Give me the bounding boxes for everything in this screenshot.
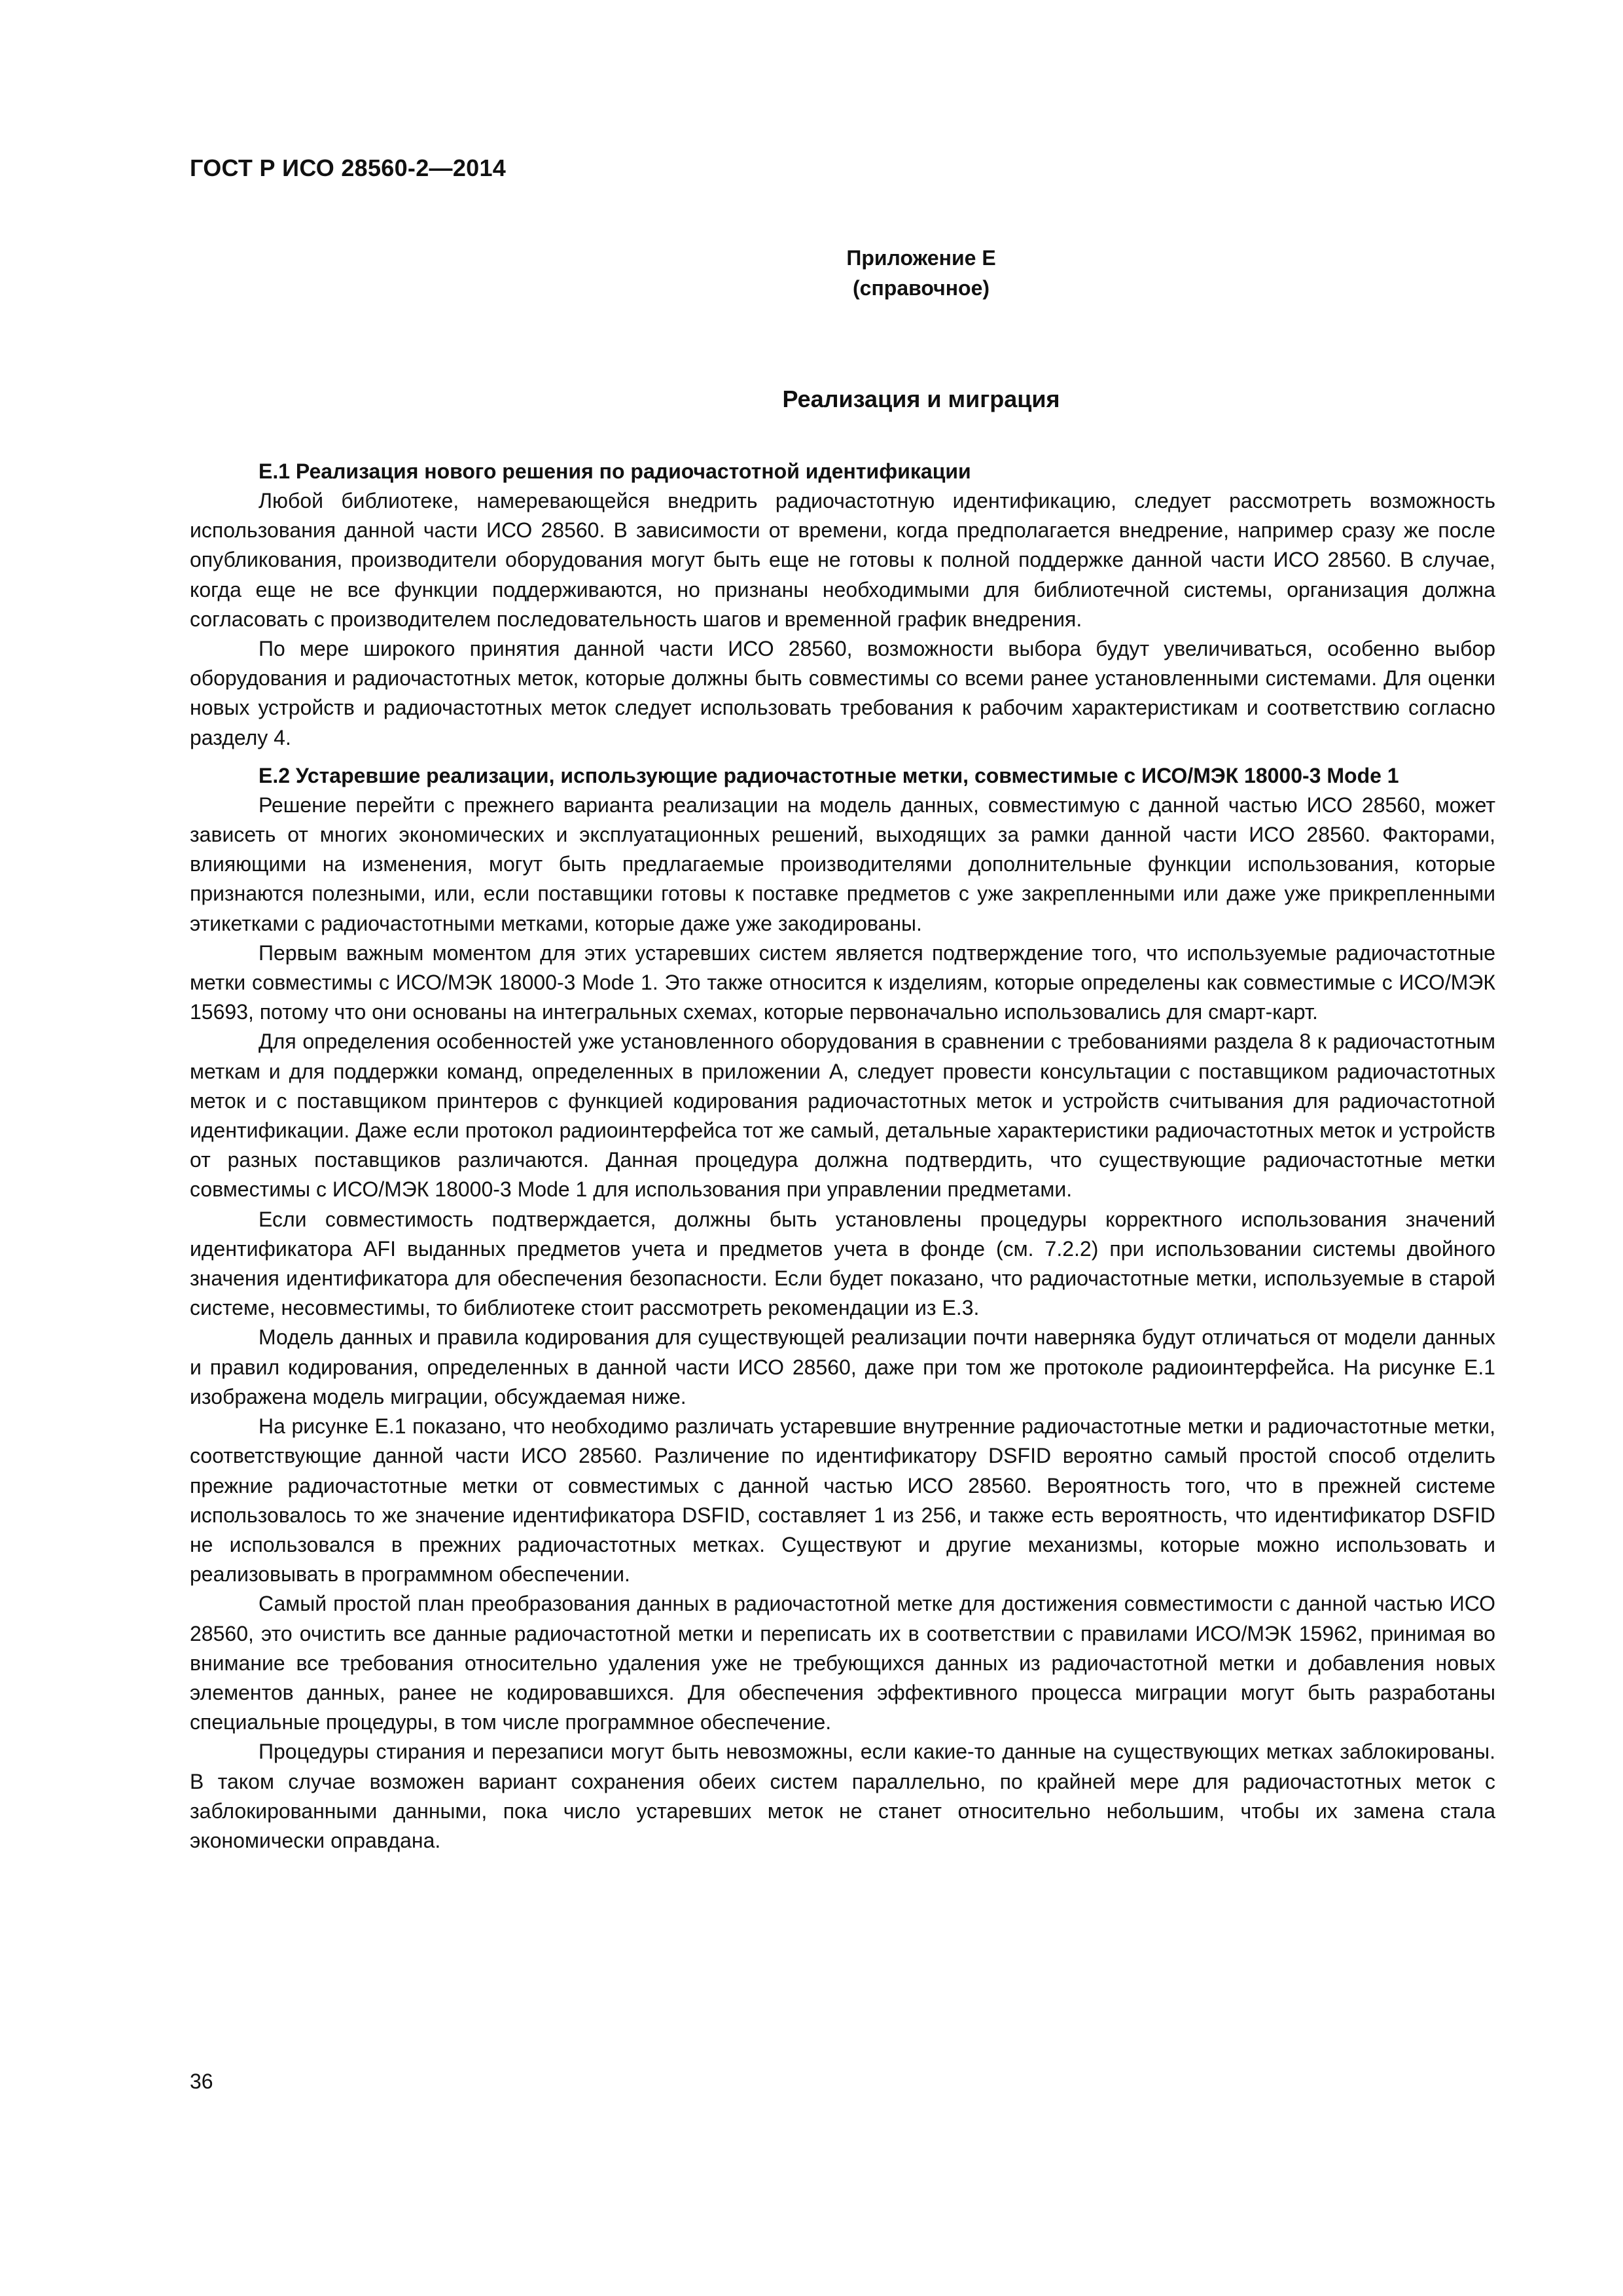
paragraph: По мере широкого принятия данной части ИСО 28560, возможности выбора будут увеличиваться, особенно выбор оборудования и радиочастотных меток, которые должны быть совместимы со всеми ранее установленными системами. Для оценки новых устройств и радиочастотных меток следует использовать требования к рабочим характеристикам и соответствию согласно разделу 4.: [190, 637, 1495, 749]
document-code-header: ГОСТ Р ИСО 28560-2—2014: [190, 154, 507, 181]
page-number: 36: [190, 2070, 213, 2093]
section-heading-e1: Е.1 Реализация нового решения по радиочастотной идентификации: [259, 459, 971, 483]
section-body-e1: [190, 486, 1495, 753]
paragraph: На рисунке Е.1 показано, что необходимо различать устаревшие внутренние радиочастотные метки и радиочастотные метки, соответствующие данной части ИСО 28560. Различение по идентификатору DSFID вероятно самый простой способ отделить прежние радиочастотные метки от совместимых с данной частью ИСО 28560. Вероятность того, что в прежней системе использовалось то же значение идентификатора DSFID, составляет 1 из 256, и также есть вероятность, что идентификатор DSFID не использовался в прежних радиочастотных метках. Существуют и другие механизмы, которые можно использовать и реализовывать в программном обеспечении.: [190, 1414, 1495, 1587]
appendix-type: (справочное): [852, 276, 990, 300]
section-body-e2: [190, 791, 1495, 1856]
paragraph: Самый простой план преобразования данных в радиочастотной метке для достижения совместимости с данной частью ИСО 28560, это очистить все данные радиочастотной метки и переписать их в соответствии с правилами ИСО/МЭК 15962, принимая во внимание все требования относительно удаления уже не требующихся данных из радиочастотной метки и добавления новых элементов данных, ранее не кодировавшихся. Для обеспечения эффективного процесса миграции могут быть разработаны специальные процедуры, в том числе программное обеспечение.: [190, 1592, 1495, 1734]
appendix-label: Приложение Е: [846, 246, 996, 270]
paragraph: Процедуры стирания и перезаписи могут быть невозможны, если какие-то данные на существующих метках заблокированы. В таком случае возможен вариант сохранения обеих систем параллельно, по крайней мере для радиочастотных меток с заблокированными данными, пока число устаревших меток не станет относительно небольшим, чтобы их замена стала экономически оправдана.: [190, 1740, 1495, 1852]
paragraph: Модель данных и правила кодирования для существующей реализации почти наверняка будут отличаться от модели данных и правил кодирования, определенных в данной части ИСО 28560, даже при том же протоколе радиоинтерфейса. На рисунке Е.1 изображена модель миграции, обсуждаемая ниже.: [190, 1325, 1495, 1408]
paragraph: Первым важным моментом для этих устаревших систем является подтверждение того, что используемые радиочастотные метки совместимы с ИСО/МЭК 18000-3 Mode 1. Это также относится к изделиям, которые определены как совместимые с ИСО/МЭК 15693, потому что они основаны на интегральных схемах, которые первоначально использовались для смарт-карт.: [190, 941, 1495, 1024]
document-page: [190, 154, 1495, 1856]
page-title: Реализация и миграция: [782, 386, 1060, 412]
paragraph: Для определения особенностей уже установленного оборудования в сравнении с требованиями раздела 8 к радиочастотным меткам и для поддержки команд, определенных в приложении А, следует провести консультации с поставщиком радиочастотных меток и с поставщиком принтеров с функцией кодирования радиочастотных меток и устройств считывания для радиочастотной идентификации. Даже если протокол радиоинтерфейса тот же самый, детальные характеристики радиочастотных меток и устройств от разных поставщиков различаются. Данная процедура должна подтвердить, что существующие радиочастотные метки совместимы с ИСО/МЭК 18000-3 Mode 1 для использования при управлении предметами.: [190, 1030, 1495, 1202]
paragraph: Если совместимость подтверждается, должны быть установлены процедуры корректного использования значений идентификатора AFI выданных предметов учета и предметов учета в фонде (см. 7.2.2) при использовании системы двойного значения идентификатора для обеспечения безопасности. Если будет показано, что радиочастотные метки, используемые в старой системе, несовместимы, то библиотеке стоит рассмотреть рекомендации из Е.3.: [190, 1207, 1495, 1320]
paragraph: Любой библиотеке, намеревающейся внедрить радиочастотную идентификацию, следует рассмотреть возможность использования данной части ИСО 28560. В зависимости от времени, когда предполагается внедрение, например сразу же после опубликования, производители оборудования могут быть еще не готовы к полной поддержке данной части ИСО 28560. В случае, когда еще не все функции поддерживаются, но признаны необходимыми для библиотечной системы, организация должна согласовать с производителем последовательность шагов и временной график внедрения.: [190, 489, 1495, 631]
appendix-block: [347, 243, 1495, 303]
section-heading-e2: Е.2 Устаревшие реализации, использующие радиочастотные метки, совместимые с ИСО/МЭК 18000-3 Mode 1: [259, 763, 1399, 787]
paragraph: Решение перейти с прежнего варианта реализации на модель данных, совместимую с данной частью ИСО 28560, может зависеть от многих экономических и эксплуатационных решений, выходящих за рамки данной части ИСО 28560. Факторами, влияющими на изменения, могут быть предлагаемые производителями дополнительные функции использования, которые признаются полезными, или, если поставщики готовы к поставке предметов с уже закрепленными или даже уже прикрепленными этикетками с радиочастотными метками, которые даже уже закодированы.: [190, 793, 1495, 935]
